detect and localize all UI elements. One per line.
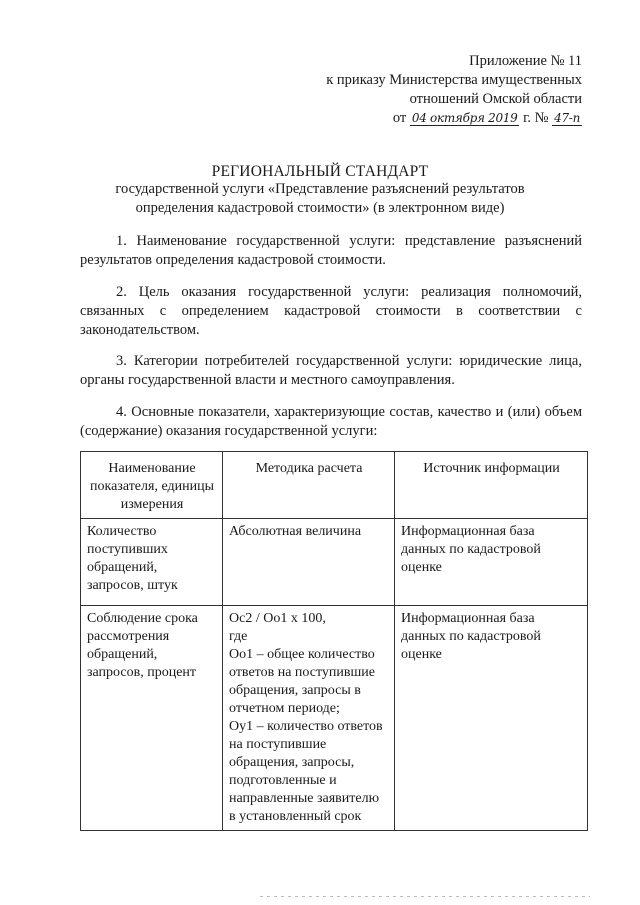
- handwritten-date: 04 октября 2019: [411, 111, 518, 125]
- table-row: [81, 606, 588, 831]
- paragraph-1-text: 1. Наименование государственной услуги: представление разъяснений результатов определения кадастровой стоимости.: [80, 233, 582, 268]
- scan-edge-line: [260, 896, 590, 897]
- annex-line-3: отношений Омской области: [409, 91, 582, 107]
- header-source: Источник информации: [395, 452, 588, 519]
- table-header-row: [81, 452, 588, 519]
- indicators-table: [80, 451, 588, 831]
- paragraph-2: [80, 283, 582, 340]
- document-subtitle: государственной услуги «Представление разъяснений результатов определения кадастровой стоимости» (в электронном виде): [115, 181, 525, 216]
- table-row: [81, 519, 588, 606]
- paragraph-2-text: 2. Цель оказания государственной услуги: реализация полномочий, связанных с определением кадастровой стоимости в соответствии с законодательством.: [80, 284, 582, 338]
- header-method: Методика расчета: [223, 452, 395, 519]
- paragraph-3: [80, 352, 582, 390]
- paragraph-4: [80, 403, 582, 441]
- handwritten-number: 47-п: [554, 111, 580, 125]
- table-cell: Количество поступивших обращений, запросов, штук: [81, 519, 223, 606]
- document-title: РЕГИОНАЛЬНЫЙ СТАНДАРТ: [211, 163, 429, 180]
- annex-date-line: [326, 109, 582, 128]
- paragraph-1: [80, 232, 582, 270]
- paragraph-4-text: 4. Основные показатели, характеризующие состав, качество и (или) объем (содержание) оказания государственной услуги:: [80, 404, 582, 439]
- table-cell: Соблюдение срока рассмотрения обращений, запросов, процент: [81, 606, 223, 831]
- paragraph-3-text: 3. Категории потребителей государственной услуги: юридические лица, органы государственной власти и местного самоуправления.: [80, 353, 582, 388]
- date-number-label: г. №: [523, 110, 549, 126]
- table-cell: Абсолютная величина: [223, 519, 395, 606]
- table-cell: Информационная база данных по кадастровой оценке: [395, 606, 588, 831]
- table-cell: Ос2 / Оо1 х 100, где Оо1 – общее количество ответов на поступившие обращения, запросы в отчетном периоде; Оу1 – количество ответов на поступившие обращения, запросы, подготовленные и направленные заявителю в установленный срок: [223, 606, 395, 831]
- annex-header: [326, 52, 582, 128]
- header-indicator: Наименование показателя, единицы измерения: [81, 452, 223, 519]
- annex-line-2: к приказу Министерства имущественных: [326, 72, 582, 88]
- table-cell: Информационная база данных по кадастровой оценке: [395, 519, 588, 606]
- date-prefix: от: [392, 110, 407, 126]
- annex-line-1: Приложение № 11: [469, 53, 582, 69]
